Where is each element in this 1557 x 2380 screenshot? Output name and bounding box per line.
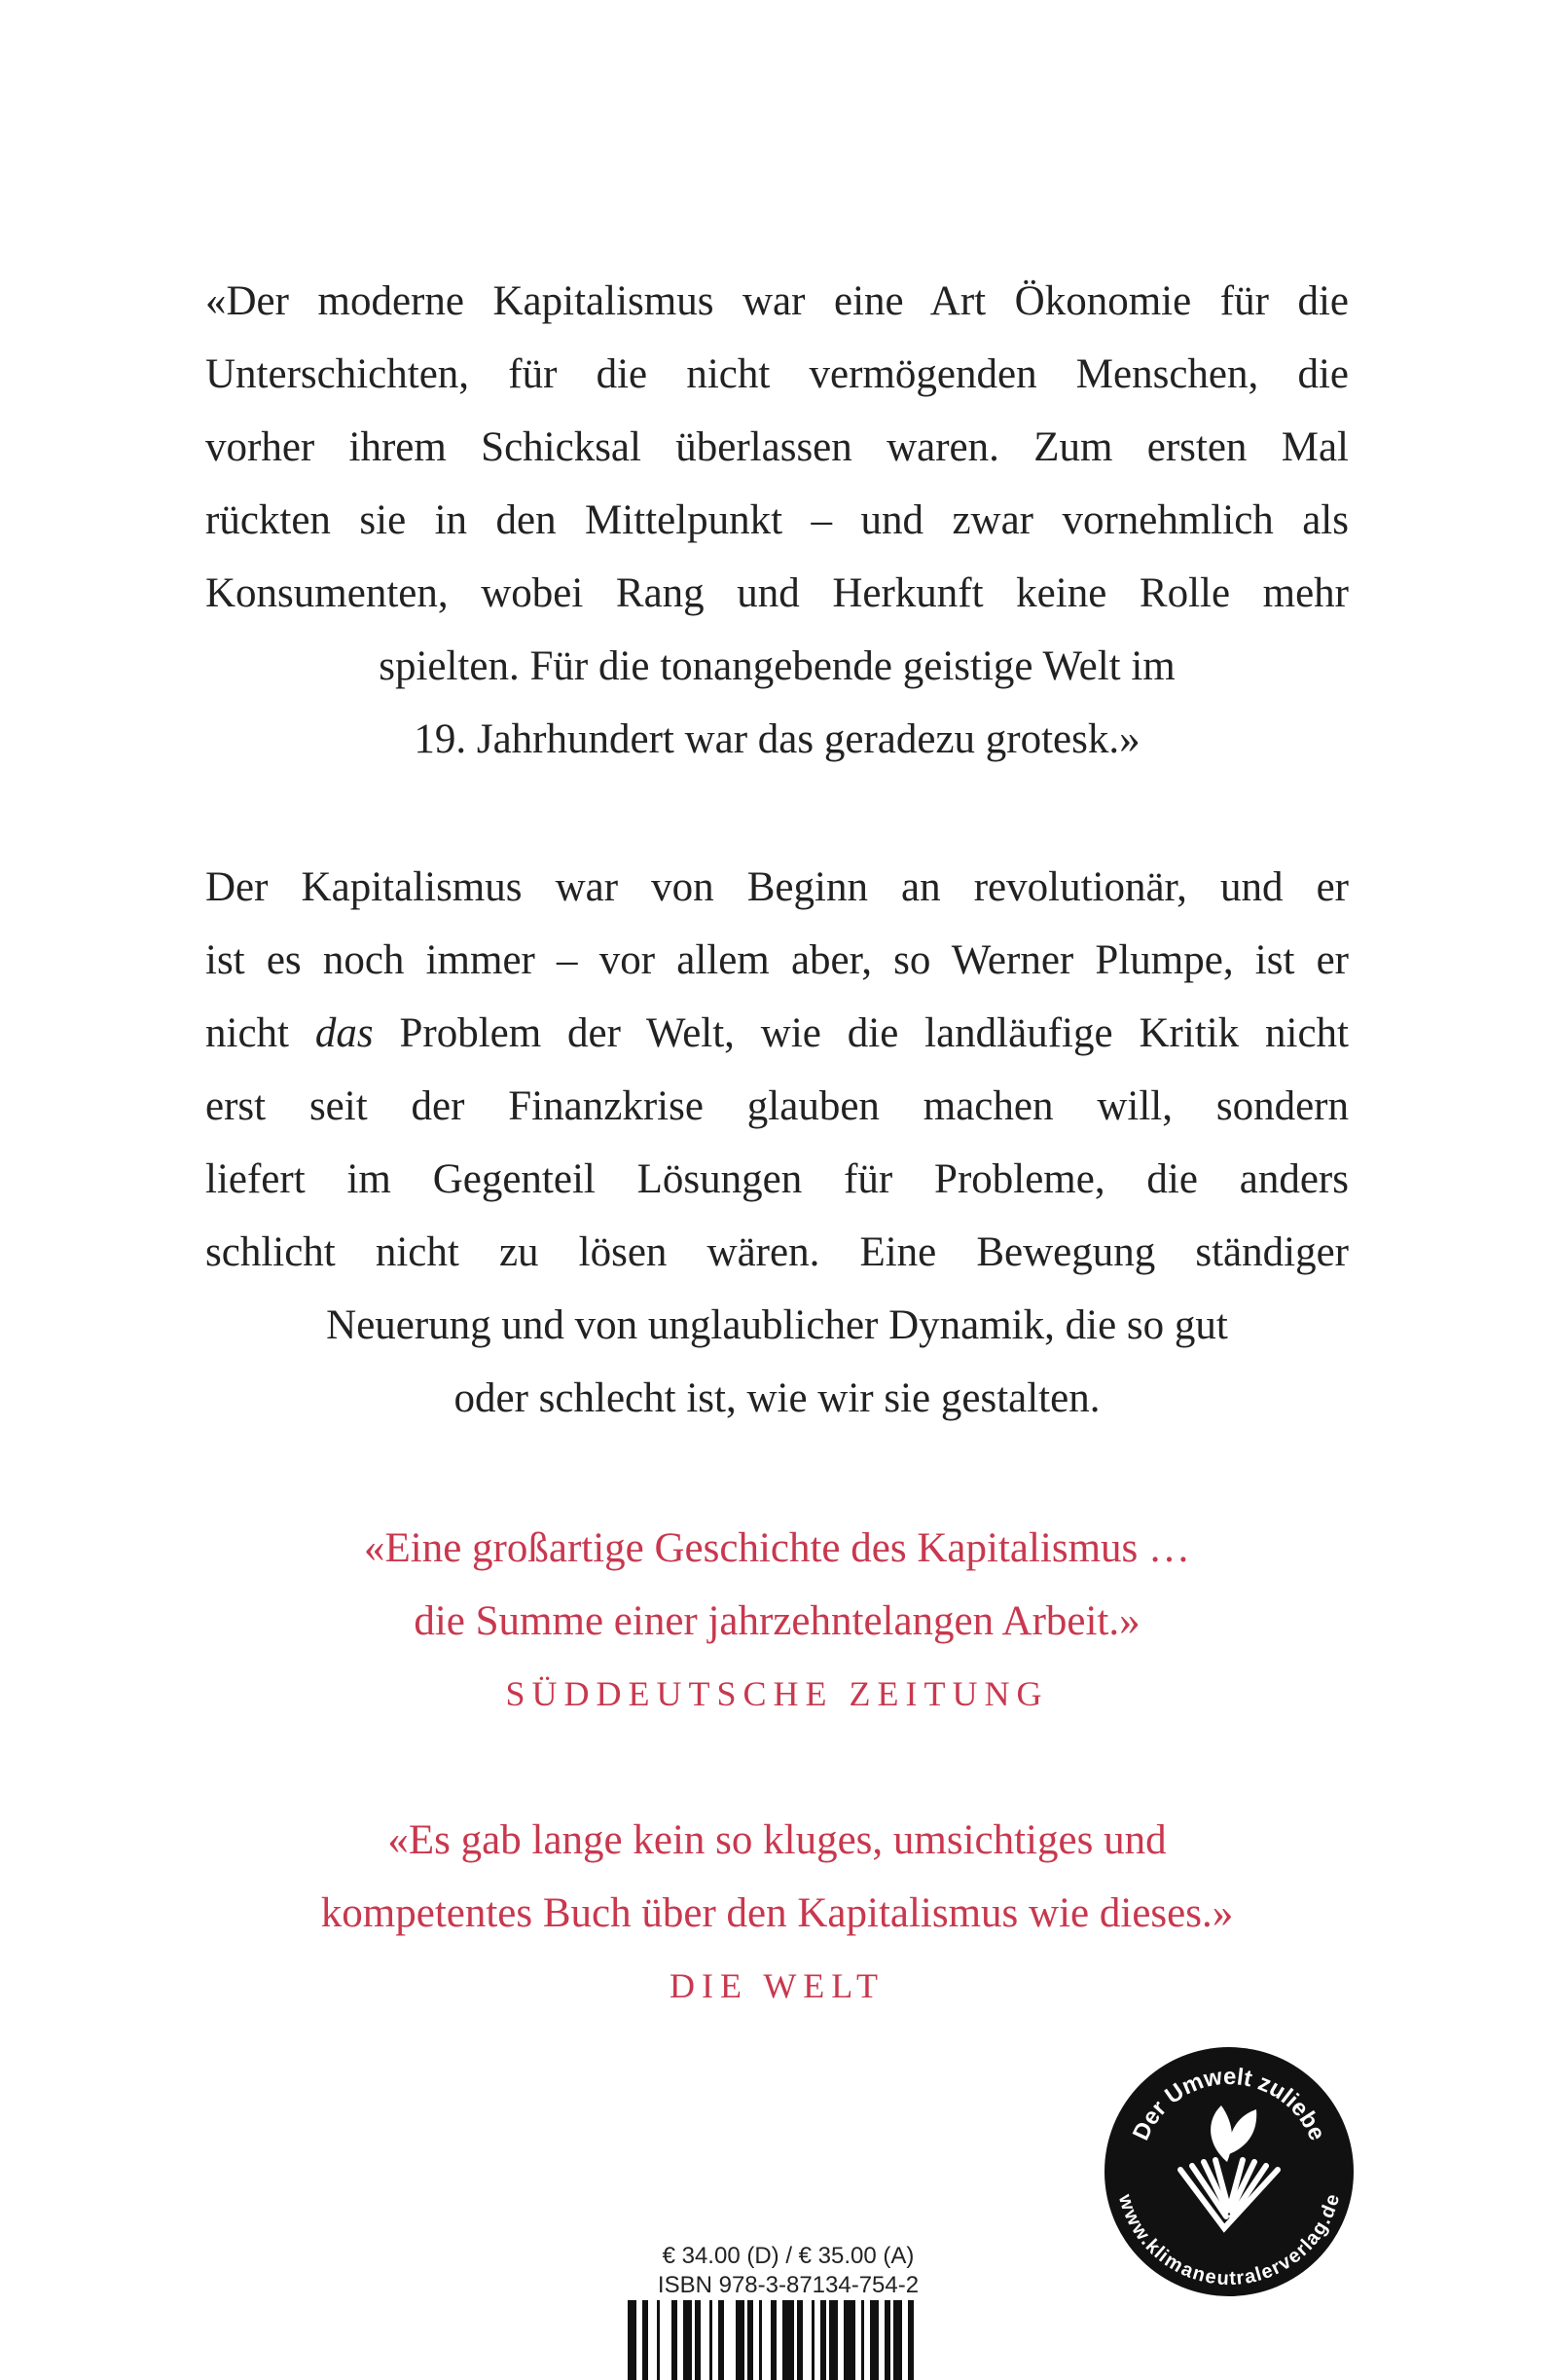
barcode-bar: [797, 2300, 803, 2380]
barcode-bar: [893, 2300, 902, 2380]
text-line: [205, 997, 1349, 1070]
text-line: 19. Jahrhundert war das geradezu grotesk.»: [414, 716, 1141, 762]
text-line: Neuerung und von unglaublicher Dynamik, die so gut: [326, 1302, 1228, 1348]
barcode-bar: [771, 2300, 777, 2380]
barcode-bar: [736, 2300, 744, 2380]
text-line: vorher ihrem Schicksal überlassen waren. Zum ersten Mal: [205, 424, 1349, 470]
barcode-bar: [812, 2300, 815, 2380]
barcode-bar: [759, 2300, 762, 2380]
barcode-bar: [782, 2300, 794, 2380]
badge-top-text: Der Umwelt zuliebe: [1127, 2063, 1331, 2144]
text: Problem der Welt, wie die landläufige Kritik nicht: [373, 1010, 1350, 1056]
text-line: erst seit der Finanzkrise glauben machen will, sondern: [205, 1083, 1349, 1129]
barcode-bar: [885, 2300, 890, 2380]
barcode-bar: [642, 2300, 648, 2380]
barcode-bar: [820, 2300, 826, 2380]
text-line: liefert im Gegenteil Lösungen für Probleme, die anders: [205, 1156, 1349, 1202]
emphasis: das: [314, 1010, 374, 1056]
badge-url-text: www.klimaneutralerverlag.de: [1113, 2191, 1345, 2290]
text-line: spielten. Für die tonangebende geistige Welt im: [379, 643, 1176, 689]
text-line: rückten sie in den Mittelpunkt – und zwar vornehmlich als: [205, 497, 1349, 543]
text-line: Der Kapitalismus war von Beginn an revolutionär, und er: [205, 864, 1349, 910]
review-source: DIE WELT: [670, 1966, 885, 2005]
text-line: schlicht nicht zu lösen wären. Eine Bewegung ständiger: [205, 1229, 1349, 1275]
barcode-bar: [844, 2300, 855, 2380]
review-source: SÜDDEUTSCHE ZEITUNG: [505, 1674, 1049, 1713]
barcode-bar: [870, 2300, 879, 2380]
barcode-bar: [628, 2300, 636, 2380]
barcode-bar: [657, 2300, 660, 2380]
review-text: «Es gab lange kein so kluges, umsichtiges und: [387, 1817, 1167, 1863]
description: [205, 851, 1349, 1435]
barcode-bar: [709, 2300, 712, 2380]
price: € 34.00 (D) / € 35.00 (A): [662, 2243, 915, 2269]
barcode: [628, 2300, 949, 2380]
blurb-quote: [205, 265, 1349, 776]
text: nicht: [205, 1010, 315, 1056]
review-text: die Summe einer jahrzehntelangen Arbeit.»: [414, 1598, 1141, 1644]
text-line: Unterschichten, für die nicht vermögenden Menschen, die: [205, 351, 1349, 397]
text-line: «Der moderne Kapitalismus war eine Art Ökonomie für die: [205, 278, 1349, 324]
review-text: kompetentes Buch über den Kapitalismus wie dieses.»: [320, 1890, 1234, 1936]
text-line: oder schlecht ist, wie wir sie gestalten.: [453, 1375, 1101, 1421]
review-1: [205, 1512, 1349, 1731]
text-line: Konsumenten, wobei Rang und Herkunft keine Rolle mehr: [205, 570, 1349, 616]
barcode-bar: [908, 2300, 914, 2380]
review-2: [205, 1804, 1349, 2023]
isbn: ISBN 978-3-87134-754-2: [657, 2272, 920, 2298]
barcode-bar: [671, 2300, 677, 2380]
climate-neutral-badge: [1103, 2045, 1356, 2298]
barcode-bar: [683, 2300, 692, 2380]
barcode-bar: [829, 2300, 838, 2380]
review-text: «Eine großartige Geschichte des Kapitalismus …: [363, 1525, 1191, 1571]
barcode-bar: [718, 2300, 724, 2380]
text-line: ist es noch immer – vor allem aber, so Werner Plumpe, ist er: [205, 937, 1349, 983]
barcode-bar: [747, 2300, 753, 2380]
barcode-bar: [861, 2300, 864, 2380]
barcode-bar: [695, 2300, 701, 2380]
